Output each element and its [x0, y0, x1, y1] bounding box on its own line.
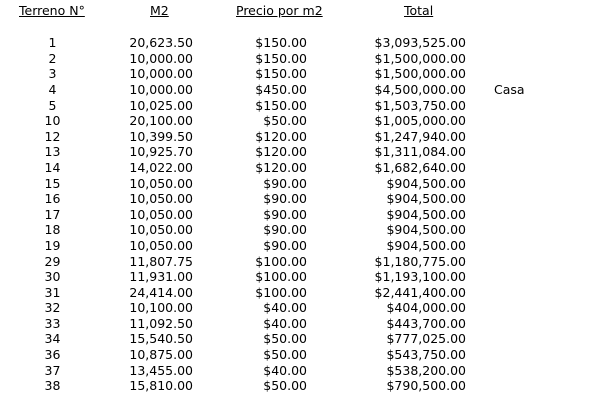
total-cell: $1,247,940.00: [374, 128, 466, 144]
square-meters-cell: 24,414.00: [129, 284, 193, 300]
price-per-m2-cell: $50.00: [263, 378, 307, 394]
square-meters-cell: 10,050.00: [129, 222, 193, 238]
total-cell: $904,500.00: [386, 206, 466, 222]
table-row: [0, 269, 600, 285]
table-row: [0, 144, 600, 160]
table-row: [0, 35, 600, 51]
price-per-m2-cell: $90.00: [263, 237, 307, 253]
total-cell: $790,500.00: [386, 378, 466, 394]
price-per-m2-cell: $50.00: [263, 347, 307, 363]
lot-number-cell: 12: [44, 128, 61, 144]
lot-number-cell: 30: [44, 269, 61, 285]
price-per-m2-cell: $50.00: [263, 113, 307, 129]
total-cell: $1,311,084.00: [374, 144, 466, 160]
lot-number-cell: 19: [44, 237, 61, 253]
header-total: Total: [404, 3, 434, 18]
square-meters-cell: 13,455.00: [129, 362, 193, 378]
square-meters-cell: 11,092.50: [129, 315, 193, 331]
lot-number-cell: 16: [44, 191, 61, 207]
lot-number-cell: 2: [48, 50, 57, 66]
table-row: [0, 191, 600, 207]
lot-number-cell: 3: [48, 66, 57, 82]
price-per-m2-cell: $100.00: [255, 284, 307, 300]
total-cell: $1,500,000.00: [374, 50, 466, 66]
square-meters-cell: 10,000.00: [129, 81, 193, 97]
price-per-m2-cell: $150.00: [255, 97, 307, 113]
square-meters-cell: 20,100.00: [129, 113, 193, 129]
square-meters-cell: 15,810.00: [129, 378, 193, 394]
total-cell: $3,093,525.00: [374, 35, 466, 51]
square-meters-cell: 11,931.00: [129, 269, 193, 285]
total-cell: $538,200.00: [386, 362, 466, 378]
table-row: [0, 160, 600, 176]
square-meters-cell: 10,050.00: [129, 175, 193, 191]
total-cell: $904,500.00: [386, 191, 466, 207]
header-square-meters: M2: [150, 3, 169, 18]
square-meters-cell: 20,623.50: [129, 35, 193, 51]
total-cell: $777,025.00: [386, 331, 466, 347]
price-per-m2-cell: $40.00: [263, 315, 307, 331]
price-per-m2-cell: $150.00: [255, 50, 307, 66]
price-per-m2-cell: $40.00: [263, 362, 307, 378]
table-row: [0, 113, 600, 129]
header-price-per-m2: Precio por m2: [236, 3, 323, 18]
total-cell: $1,500,000.00: [374, 66, 466, 82]
table-row: [0, 66, 600, 82]
lot-number-cell: 33: [44, 315, 61, 331]
lot-number-cell: 18: [44, 222, 61, 238]
total-cell: $904,500.00: [386, 222, 466, 238]
table-row: [0, 51, 600, 67]
lot-rows: [0, 35, 600, 394]
total-cell: $1,193,100.00: [374, 269, 466, 285]
price-per-m2-cell: $50.00: [263, 331, 307, 347]
square-meters-cell: 10,050.00: [129, 206, 193, 222]
table-row: [0, 176, 600, 192]
total-cell: $1,503,750.00: [374, 97, 466, 113]
table-row: [0, 347, 600, 363]
lot-number-cell: 31: [44, 284, 61, 300]
square-meters-cell: 10,925.70: [129, 144, 193, 160]
square-meters-cell: 10,000.00: [129, 50, 193, 66]
lot-number-cell: 4: [48, 81, 57, 97]
square-meters-cell: 11,807.75: [129, 253, 193, 269]
table-row: [0, 222, 600, 238]
total-cell: $1,180,775.00: [374, 253, 466, 269]
lot-number-cell: 32: [44, 300, 61, 316]
price-per-m2-cell: $90.00: [263, 206, 307, 222]
price-per-m2-cell: $120.00: [255, 128, 307, 144]
table-row: [0, 331, 600, 347]
lot-number-cell: 10: [44, 113, 61, 129]
price-per-m2-cell: $450.00: [255, 81, 307, 97]
lot-number-cell: 15: [44, 175, 61, 191]
total-cell: $1,682,640.00: [374, 159, 466, 175]
price-per-m2-cell: $100.00: [255, 253, 307, 269]
price-per-m2-cell: $90.00: [263, 222, 307, 238]
square-meters-cell: 15,540.50: [129, 331, 193, 347]
lot-number-cell: 5: [48, 97, 57, 113]
table-row: [0, 378, 600, 394]
total-cell: $543,750.00: [386, 347, 466, 363]
table-row: [0, 285, 600, 301]
price-per-m2-cell: $100.00: [255, 269, 307, 285]
table-row: [0, 300, 600, 316]
square-meters-cell: 10,875.00: [129, 347, 193, 363]
total-cell: $904,500.00: [386, 175, 466, 191]
lot-number-cell: 34: [44, 331, 61, 347]
lot-number-cell: 29: [44, 253, 61, 269]
square-meters-cell: 14,022.00: [129, 159, 193, 175]
square-meters-cell: 10,025.00: [129, 97, 193, 113]
price-per-m2-cell: $90.00: [263, 191, 307, 207]
table-row: [0, 316, 600, 332]
table-row: [0, 98, 600, 114]
lot-number-cell: 38: [44, 378, 61, 394]
lot-number-cell: 1: [48, 35, 57, 51]
lot-number-cell: 36: [44, 347, 61, 363]
lot-number-cell: 13: [44, 144, 61, 160]
lot-number-cell: 14: [44, 159, 61, 175]
total-cell: $404,000.00: [386, 300, 466, 316]
square-meters-cell: 10,000.00: [129, 66, 193, 82]
total-cell: $2,441,400.00: [374, 284, 466, 300]
square-meters-cell: 10,050.00: [129, 191, 193, 207]
price-per-m2-cell: $120.00: [255, 159, 307, 175]
note-cell: Casa: [494, 81, 525, 97]
square-meters-cell: 10,050.00: [129, 237, 193, 253]
square-meters-cell: 10,399.50: [129, 128, 193, 144]
table-row: [0, 254, 600, 270]
table-row: [0, 207, 600, 223]
table-row: [0, 129, 600, 145]
total-cell: $443,700.00: [386, 315, 466, 331]
header-lot-number: Terreno N°: [19, 3, 85, 18]
price-per-m2-cell: $150.00: [255, 66, 307, 82]
total-cell: $4,500,000.00: [374, 81, 466, 97]
price-per-m2-cell: $90.00: [263, 175, 307, 191]
total-cell: $1,005,000.00: [374, 113, 466, 129]
price-per-m2-cell: $40.00: [263, 300, 307, 316]
square-meters-cell: 10,100.00: [129, 300, 193, 316]
price-per-m2-cell: $120.00: [255, 144, 307, 160]
table-row: [0, 82, 600, 98]
lot-number-cell: 37: [44, 362, 61, 378]
price-per-m2-cell: $150.00: [255, 35, 307, 51]
table-row: [0, 238, 600, 254]
lot-number-cell: 17: [44, 206, 61, 222]
total-cell: $904,500.00: [386, 237, 466, 253]
table-row: [0, 363, 600, 379]
